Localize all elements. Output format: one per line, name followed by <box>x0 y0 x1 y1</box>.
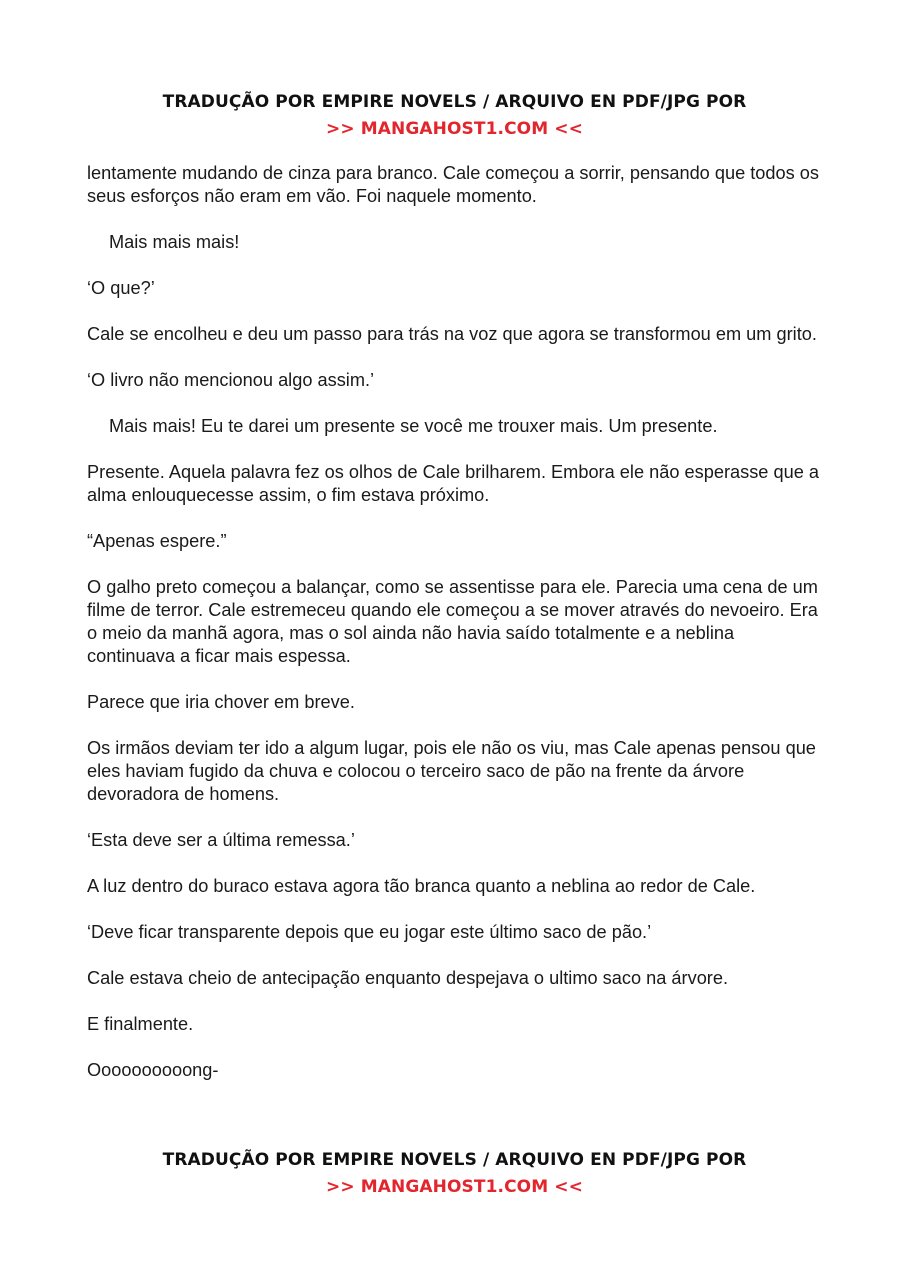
footer-link-line <box>0 1174 909 1201</box>
paragraph: Oooooooooong- <box>87 1060 219 1080</box>
paragraph: O galho preto começou a balançar, como se assentisse para ele. Parecia uma cena de um filme de terror. Cale estremeceu quando ele começou a se mover através do nevoeiro. Era o meio da manhã agora, mas o sol ainda não havia saído totalmente e a neblina continuava a ficar mais espessa. <box>87 577 818 666</box>
paragraph: Parece que iria chover em breve. <box>87 692 355 712</box>
paragraph: ‘Deve ficar transparente depois que eu jogar este último saco de pão.’ <box>87 922 652 942</box>
header-link-line <box>0 116 909 143</box>
header-credit-text: TRADUÇÃO POR EMPIRE NOVELS / ARQUIVO EN PDF/JPG POR <box>162 92 747 112</box>
paragraph: “Apenas espere.” <box>87 531 227 551</box>
header-banner <box>0 89 909 143</box>
paragraph: Cale se encolheu e deu um passo para trás na voz que agora se transformou em um grito. <box>87 324 817 344</box>
paragraph: ‘O que?’ <box>87 278 155 298</box>
paragraph: lentamente mudando de cinza para branco. Cale começou a sorrir, pensando que todos os seus esforços não eram em vão. Foi naquele momento. <box>87 163 820 206</box>
chapter-text <box>87 162 827 1105</box>
paragraph: Os irmãos deviam ter ido a algum lugar, pois ele não os viu, mas Cale apenas pensou que eles haviam fugido da chuva e colocou o terceiro saco de pão na frente da árvore devoradora de homens. <box>87 738 816 804</box>
paragraph: Mais mais mais! <box>109 232 240 252</box>
footer-credit-text: TRADUÇÃO POR EMPIRE NOVELS / ARQUIVO EN PDF/JPG POR <box>162 1150 747 1170</box>
footer-site-link[interactable]: >> MANGAHOST1.COM << <box>326 1177 583 1197</box>
paragraph: ‘Esta deve ser a última remessa.’ <box>87 830 355 850</box>
paragraph: E finalmente. <box>87 1014 194 1034</box>
paragraph: Cale estava cheio de antecipação enquanto despejava o ultimo saco na árvore. <box>87 968 729 988</box>
footer-banner <box>0 1147 909 1201</box>
header-site-link[interactable]: >> MANGAHOST1.COM << <box>326 119 583 139</box>
paragraph: ‘O livro não mencionou algo assim.’ <box>87 370 375 390</box>
paragraph: Presente. Aquela palavra fez os olhos de Cale brilharem. Embora ele não esperasse que a alma enlouquecesse assim, o fim estava próximo. <box>87 462 819 505</box>
paragraph: A luz dentro do buraco estava agora tão branca quanto a neblina ao redor de Cale. <box>87 876 756 896</box>
paragraph: Mais mais! Eu te darei um presente se você me trouxer mais. Um presente. <box>109 416 718 436</box>
